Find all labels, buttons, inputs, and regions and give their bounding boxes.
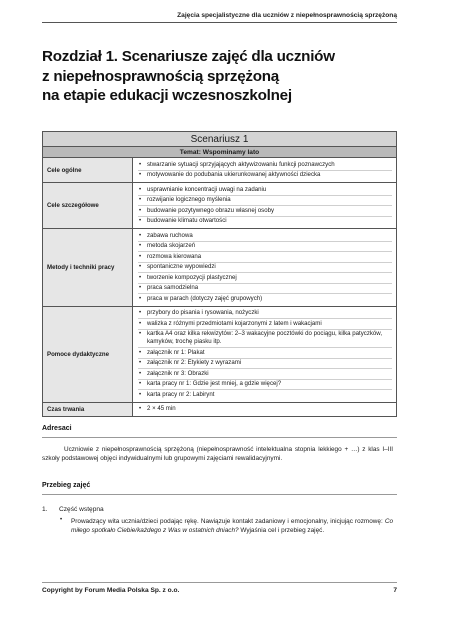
list-item: • walizka z różnymi przedmiotami kojarzonymi z latem i wakacjami xyxy=(138,319,392,330)
row-content xyxy=(133,158,397,183)
row-label: Pomoce dydaktyczne xyxy=(43,306,133,402)
przebieg-heading: Przebieg zajęć xyxy=(42,482,91,489)
list-item: • motywowanie do podubania ukierunkowanej aktywności dziecka xyxy=(138,171,392,181)
chapter-title-line: z niepełnosprawnością sprzężoną xyxy=(42,67,280,85)
list-item: • praca w parach (dotyczy zajęć grupowych) xyxy=(138,294,392,304)
list-item: • rozwijanie logicznego myślenia xyxy=(138,196,392,207)
table-row xyxy=(43,402,397,417)
list-item: • tworzenie kompozycji plastycznej xyxy=(138,273,392,284)
list-item: • budowanie klimatu otwartości xyxy=(138,217,392,227)
list-item: • karta pracy nr 1: Gdzie jest mniej, a gdzie więcej? xyxy=(138,380,392,391)
list-item: • karta pracy nr 2: Labirynt xyxy=(138,390,392,400)
footer-divider xyxy=(42,582,397,583)
table-row xyxy=(43,306,397,402)
list-item: • rozmowa kierowana xyxy=(138,252,392,263)
row-content xyxy=(133,229,397,307)
scenario-table xyxy=(42,131,397,417)
chapter-title xyxy=(42,47,372,106)
list-item: • zabawa ruchowa xyxy=(138,231,392,242)
step-text-end: Wyjaśnia cel i przebieg zajęć. xyxy=(238,527,325,535)
row-label: Metody i techniki pracy xyxy=(43,229,133,307)
list-item: • stwarzanie sytuacji sprzyjających aktywizowaniu funkcji poznawczych xyxy=(138,160,392,171)
list-item: • załącznik nr 3: Obrazki xyxy=(138,369,392,380)
running-head: Zajęcia specjalistyczne dla uczniów z niepełnosprawnością sprzężoną xyxy=(42,12,397,23)
step-text: Prowadzący wita ucznia/dzieci podając rękę. Nawiązuje kontakt zadaniowy i emocjonalny, inicjując rozmowę: xyxy=(71,518,385,525)
row-content xyxy=(133,306,397,402)
list-item: • załącznik nr 1: Plakat xyxy=(138,348,392,359)
row-label: Cele szczegółowe xyxy=(43,183,133,229)
list-item: • spontaniczne wypowiedzi xyxy=(138,263,392,274)
list-item: • kartka A4 oraz kilka rekwizytów: 2–3 wakacyjne pocztówki do pociągu, kilka patyczków, kamyków, trochę piasku itp. xyxy=(138,330,392,349)
list-item: • budowanie pozytywnego obrazu własnej osoby xyxy=(138,206,392,217)
step-paragraph xyxy=(71,517,393,536)
section-divider xyxy=(42,494,397,495)
adresaci-heading: Adresaci xyxy=(42,425,72,432)
table-row xyxy=(43,229,397,307)
bullet-icon: • xyxy=(60,517,63,523)
row-label: Cele ogólne xyxy=(43,158,133,183)
row-content xyxy=(133,402,397,417)
list-item: • przybory do pisania i rysowania, nożyczki xyxy=(138,309,392,320)
list-item: • usprawnianie koncentracji uwagi na zadaniu xyxy=(138,185,392,196)
adresaci-text: Uczniowie z niepełnosprawnością sprzężoną (niepełnosprawność intelektualna stopnia lekkiego + …) z klas I–III szkoły podstawowej objęci indywidualnymi lub grupowymi zajęciami rewalidacyjnymi. xyxy=(42,446,393,463)
scenario-theme: Temat: Wspominamy lato xyxy=(43,147,397,158)
row-content xyxy=(133,183,397,229)
list-item: • praca samodzielna xyxy=(138,284,392,295)
row-label: Czas trwania xyxy=(43,402,133,417)
list-item: • 2 × 45 min xyxy=(138,405,392,415)
page-number: 7 xyxy=(393,587,397,594)
table-row xyxy=(43,183,397,229)
list-item: • metoda skojarzeń xyxy=(138,242,392,253)
step-quote: Co miłego spotkało Ciebie/każdego z Was w ostatnich dniach? xyxy=(71,518,393,535)
chapter-title-line: Rozdział 1. Scenariusze zajęć dla uczniów xyxy=(42,48,335,65)
chapter-title-line: na etapie edukacji wczesnoszkolnej xyxy=(42,87,292,104)
section-divider xyxy=(42,437,397,438)
table-row xyxy=(43,158,397,183)
list-item: • załącznik nr 2: Etykiety z wyrazami xyxy=(138,359,392,370)
scenario-title: Scenariusz 1 xyxy=(43,132,397,147)
step-title: Część wstępna xyxy=(59,506,104,513)
step-number: 1. xyxy=(42,506,48,513)
copyright: Copyright by Forum Media Polska Sp. z o.o. xyxy=(42,587,180,594)
